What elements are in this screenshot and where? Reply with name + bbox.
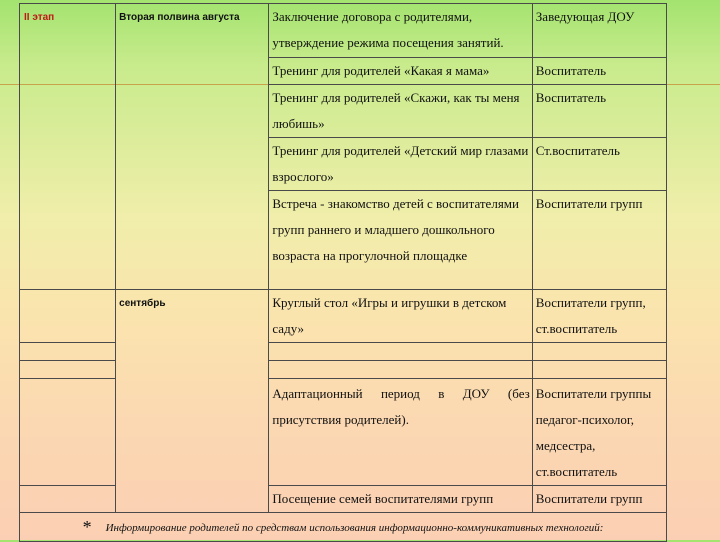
period-label: Вторая полвина августа [119,12,240,23]
responsible-text: Воспитатель [535,63,607,78]
responsible-text: Заведующая ДОУ [535,9,635,24]
event-cell [269,191,532,290]
responsible-cell [532,486,666,513]
event-cell [269,58,532,85]
event-cell [269,343,532,361]
responsible-cell [532,138,666,191]
responsible-cell [532,191,666,290]
event-cell [269,379,532,486]
stage-cell-empty [20,361,116,379]
responsible-text: Воспитатели групп [535,491,643,506]
event-cell [269,290,532,343]
event-text: Тренинг для родителей «Какая я мама» [272,63,490,78]
event-cell [269,361,532,379]
responsible-cell [532,85,666,138]
stage-cell-empty [20,290,116,343]
stage-cell-empty [20,486,116,513]
period-label: сентябрь [119,298,166,309]
footer-cell [20,513,667,542]
stage-cell-empty [20,379,116,486]
event-cell [269,85,532,138]
event-cell [269,486,532,513]
event-cell [269,138,532,191]
responsible-text: Ст.воспитатель [535,143,620,158]
plan-table [19,3,667,542]
footer-row [20,513,667,542]
responsible-text: Воспитатели групп [535,196,643,211]
responsible-text: Воспитатель [535,90,607,105]
event-text: Заключение договора с родителями, утверждение режима посещения занятий. [272,9,504,50]
stage-cell-empty [20,343,116,361]
responsible-text: Воспитатели групп, ст.воспитатель [535,295,646,336]
responsible-cell [532,343,666,361]
bullet-star: * [82,516,92,537]
event-text: Тренинг для родителей «Скажи, как ты меня любишь» [272,90,520,131]
event-text: Адаптационный период в ДОУ (без присутствия родителей). [272,386,530,427]
responsible-cell [532,58,666,85]
responsible-cell [532,290,666,343]
stage-label: II этап [24,12,55,23]
stage-cell [20,4,116,290]
responsible-text: Воспитатели группы педагог-психолог, медсестра, ст.воспитатель [535,386,652,479]
footer-note: Информирование родителей по средствам использования информационно-коммуникативных технологий: [105,521,604,534]
period-cell-september [116,290,269,513]
event-text: Круглый стол «Игры и игрушки в детском саду» [272,295,507,336]
event-text: Посещение семей воспитателями групп [272,491,494,506]
event-text: Встреча - знакомство детей с воспитателями групп раннего и младшего дошкольного возраста на прогулочной площадке [272,196,519,263]
event-cell [269,4,532,58]
table-row [20,290,667,343]
responsible-cell [532,361,666,379]
table-row [20,4,667,58]
event-text: Тренинг для родителей «Детский мир глазами взрослого» [272,143,529,184]
responsible-cell [532,4,666,58]
responsible-cell [532,379,666,486]
period-cell-august [116,4,269,290]
